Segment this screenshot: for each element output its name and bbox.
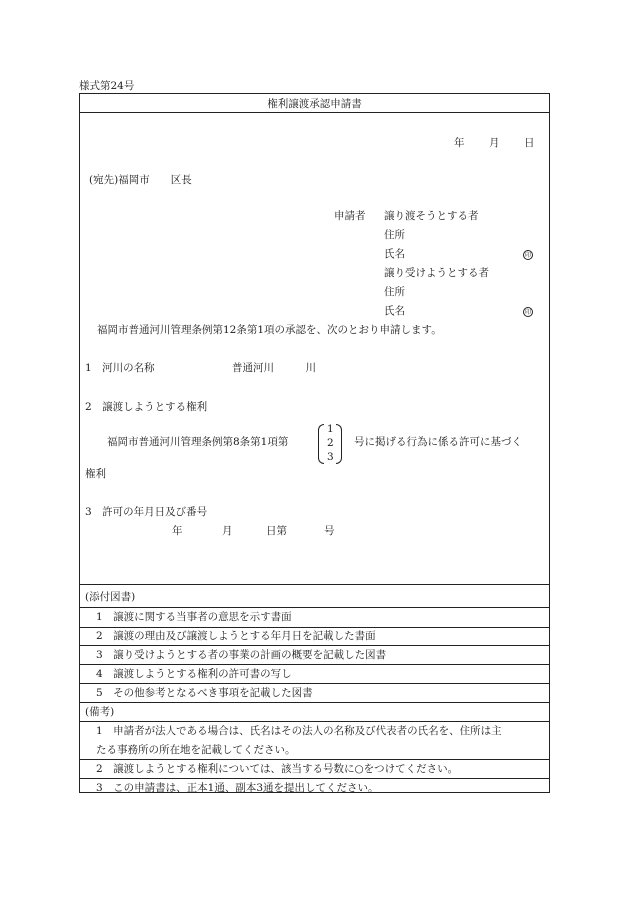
transferee-label: 譲り受けようとする者 bbox=[384, 267, 489, 279]
permit-year: 年 bbox=[172, 525, 183, 537]
river-name-value: 普通河川 川 bbox=[232, 362, 316, 374]
transferor-name-label: 氏名 bbox=[384, 248, 405, 260]
brace-left bbox=[318, 424, 324, 464]
remarks-heading-divider bbox=[80, 721, 549, 722]
option-2: 2 bbox=[327, 437, 334, 449]
remark-item: 3 この申請書は、正本1通、副本3通を提出してください。 bbox=[96, 782, 379, 794]
document-title: 権利譲渡承認申請書 bbox=[267, 98, 362, 110]
row-divider bbox=[80, 683, 549, 684]
item2-text-before: 福岡市普通河川管理条例第8条第1項第 bbox=[107, 436, 289, 448]
attachments-heading: (添付図書) bbox=[85, 591, 136, 603]
permit-number: 号 bbox=[324, 525, 335, 537]
row-divider bbox=[80, 664, 549, 665]
form-number: 様式第24号 bbox=[79, 80, 135, 92]
attachment-item: 3 譲り受けようとする者の事業の計画の概要を記載した図書 bbox=[96, 649, 387, 661]
section-divider bbox=[80, 584, 549, 585]
date-year: 年 bbox=[454, 137, 465, 149]
row-divider bbox=[80, 645, 549, 646]
transferor-address-label: 住所 bbox=[384, 229, 405, 241]
transferee-address-label: 住所 bbox=[384, 286, 405, 298]
brace-right bbox=[336, 424, 342, 464]
option-brace bbox=[318, 424, 342, 466]
item3-label: 3 許可の年月日及び番号 bbox=[85, 506, 208, 518]
section-divider bbox=[80, 702, 549, 703]
application-form bbox=[79, 93, 550, 793]
row-divider bbox=[80, 759, 549, 760]
title-divider bbox=[80, 112, 549, 113]
remarks-heading: (備考) bbox=[85, 706, 115, 718]
applicant-label: 申請者 bbox=[334, 210, 366, 222]
attachment-item: 5 その他参考となるべき事項を記載した図書 bbox=[96, 687, 313, 699]
transferor-label: 譲り渡そうとする者 bbox=[384, 210, 479, 222]
addressee: (宛先)福岡市 区長 bbox=[89, 174, 192, 186]
item2-label: 2 譲渡しようとする権利 bbox=[85, 401, 208, 413]
item2-text-after: 号に掲げる行為に係る許可に基づく bbox=[354, 436, 522, 448]
option-3: 3 bbox=[327, 451, 334, 463]
date-day: 日 bbox=[524, 137, 535, 149]
row-divider bbox=[80, 778, 549, 779]
transferor-seal-mark: 印 bbox=[524, 252, 531, 259]
date-month: 月 bbox=[489, 137, 500, 149]
remark-item: 1 申請者が法人である場合は、氏名はその法人の名称及び代表者の氏名を、住所は主 bbox=[96, 725, 502, 737]
remark-item-continued: たる事務所の所在地を記載してください。 bbox=[96, 744, 296, 756]
option-1: 1 bbox=[327, 423, 334, 435]
attachment-item: 4 譲渡しようとする権利の許可書の写し bbox=[96, 668, 292, 680]
permit-day-no: 日第 bbox=[266, 525, 287, 537]
item2-text-cont: 権利 bbox=[85, 468, 106, 480]
attachments-heading-divider bbox=[80, 607, 549, 608]
permit-month: 月 bbox=[222, 525, 233, 537]
attachment-item: 1 譲渡に関する当事者の意思を示す書面 bbox=[96, 611, 292, 623]
remark-item: 2 譲渡しようとする権利については、該当する号数に○をつけてください。 bbox=[96, 763, 459, 775]
item1-label: 1 河川の名称 bbox=[85, 362, 155, 374]
transferee-seal-mark: 印 bbox=[524, 309, 531, 316]
transferee-name-label: 氏名 bbox=[384, 305, 405, 317]
intro-text: 福岡市普通河川管理条例第12条第1項の承認を、次のとおり申請します。 bbox=[97, 324, 442, 336]
row-divider bbox=[80, 627, 549, 628]
attachment-item: 2 譲渡の理由及び譲渡しようとする年月日を記載した書面 bbox=[96, 630, 376, 642]
